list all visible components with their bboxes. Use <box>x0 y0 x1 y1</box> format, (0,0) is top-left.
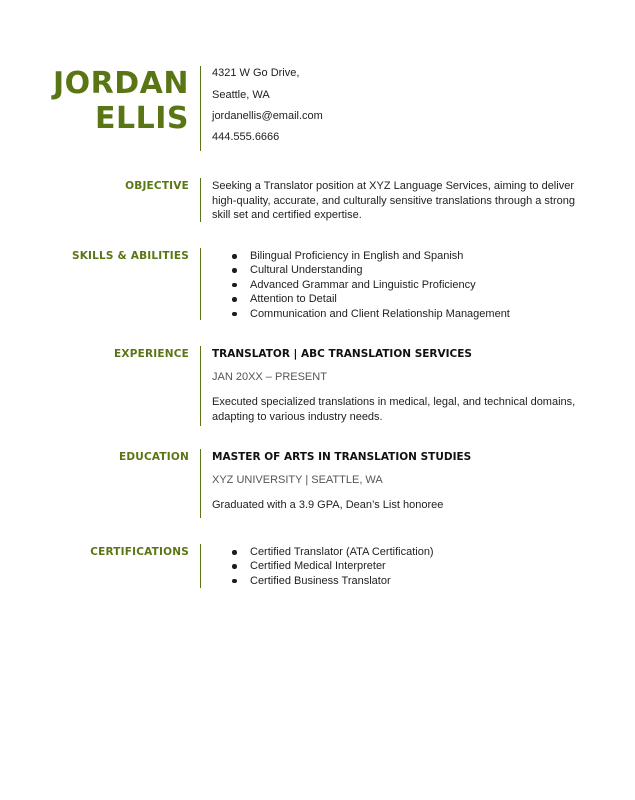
education-label: EDUCATION <box>118 451 189 463</box>
skills-list-wrap <box>212 249 584 321</box>
certifications-section <box>0 544 635 590</box>
education-degree: MASTER OF ARTS IN TRANSLATION STUDIES <box>212 451 472 463</box>
education-school: XYZ UNIVERSITY | SEATTLE, WA <box>212 474 383 486</box>
objective-text: Seeking a Translator position at XYZ Language Services, aiming to deliver high-quality, accurate, and culturally sensitive translations through a strong skill set and certified expertise. <box>212 180 575 221</box>
skill-item: Bilingual Proficiency in English and Spanish <box>250 249 584 263</box>
skill-item: Communication and Client Relationship Management <box>250 307 584 321</box>
experience-divider <box>200 346 201 426</box>
header-section <box>0 66 635 152</box>
certification-item: Certified Business Translator <box>250 574 584 588</box>
skills-divider <box>200 248 201 320</box>
header-divider <box>200 66 201 151</box>
education-entry <box>212 451 584 513</box>
email: jordanellis@email.com <box>212 110 323 122</box>
experience-entry <box>212 348 584 424</box>
skills-section <box>0 248 635 322</box>
objective-label: OBJECTIVE <box>125 180 189 192</box>
first-name: JORDAN <box>53 66 189 101</box>
certifications-label: CERTIFICATIONS <box>90 546 189 558</box>
address-line-1: 4321 W Go Drive, <box>212 67 300 79</box>
skills-label: SKILLS & ABILITIES <box>71 250 189 262</box>
last-name: ELLIS <box>95 101 189 136</box>
experience-title: TRANSLATOR | ABC TRANSLATION SERVICES <box>212 348 472 360</box>
experience-dates: JAN 20XX – PRESENT <box>212 371 327 383</box>
education-details: Graduated with a 3.9 GPA, Dean’s List honoree <box>212 499 444 511</box>
objective-section <box>0 178 635 226</box>
skills-list <box>212 249 584 321</box>
certification-item: Certified Translator (ATA Certification) <box>250 545 584 559</box>
name-block <box>40 68 189 135</box>
experience-label: EXPERIENCE <box>114 348 189 360</box>
experience-section <box>0 346 635 426</box>
skill-item: Attention to Detail <box>250 292 584 306</box>
certification-item: Certified Medical Interpreter <box>250 559 584 573</box>
skill-item: Cultural Understanding <box>250 263 584 277</box>
skill-item: Advanced Grammar and Linguistic Proficiency <box>250 278 584 292</box>
objective-divider <box>200 178 201 222</box>
education-section <box>0 449 635 519</box>
experience-description: Executed specialized translations in medical, legal, and technical domains, adapting to various industry needs. <box>212 396 576 423</box>
phone: 444.555.6666 <box>212 131 280 143</box>
certifications-divider <box>200 544 201 588</box>
certifications-list-wrap <box>212 545 584 588</box>
address-line-2: Seattle, WA <box>212 89 270 101</box>
contact-block <box>212 66 584 144</box>
certifications-list <box>212 545 584 588</box>
education-divider <box>200 449 201 518</box>
